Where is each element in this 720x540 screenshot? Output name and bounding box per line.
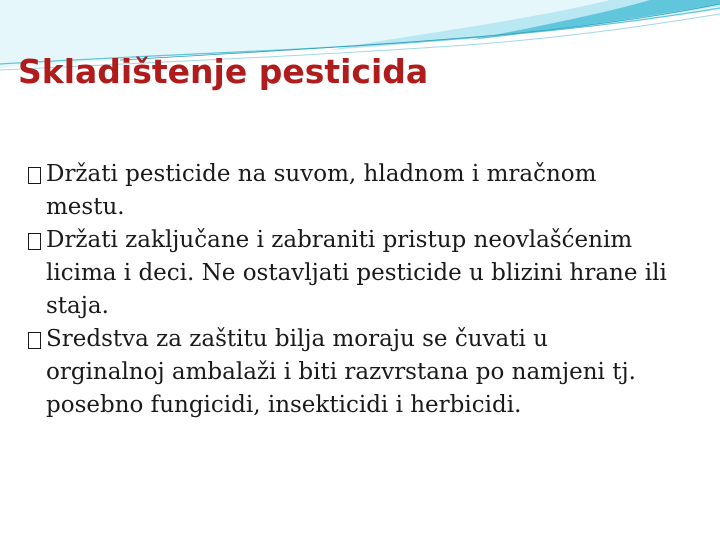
- bullet-text: Sredstva za zaštitu bilja moraju se čuvati u orginalnoj ambalaži i biti razvrstana po namjeni tj. posebno fungicidi, insekticidi i herbicidi.: [46, 326, 636, 418]
- bullet-text: Držati zaključane i zabraniti pristup neovlašćenim licima i deci. Ne ostavljati pesticide u blizini hrane ili staja.: [46, 227, 667, 319]
- bullet-square-icon: [28, 167, 41, 184]
- bullet-item: [28, 224, 668, 323]
- slide-title: Skladištenje pesticida: [18, 52, 429, 91]
- bullet-square-icon: [28, 332, 41, 349]
- bullet-list: [28, 158, 668, 422]
- bullet-text: Držati pesticide na suvom, hladnom i mračnom mestu.: [46, 161, 597, 220]
- bullet-item: [28, 158, 668, 224]
- bullet-square-icon: [28, 233, 41, 250]
- bullet-item: [28, 323, 668, 422]
